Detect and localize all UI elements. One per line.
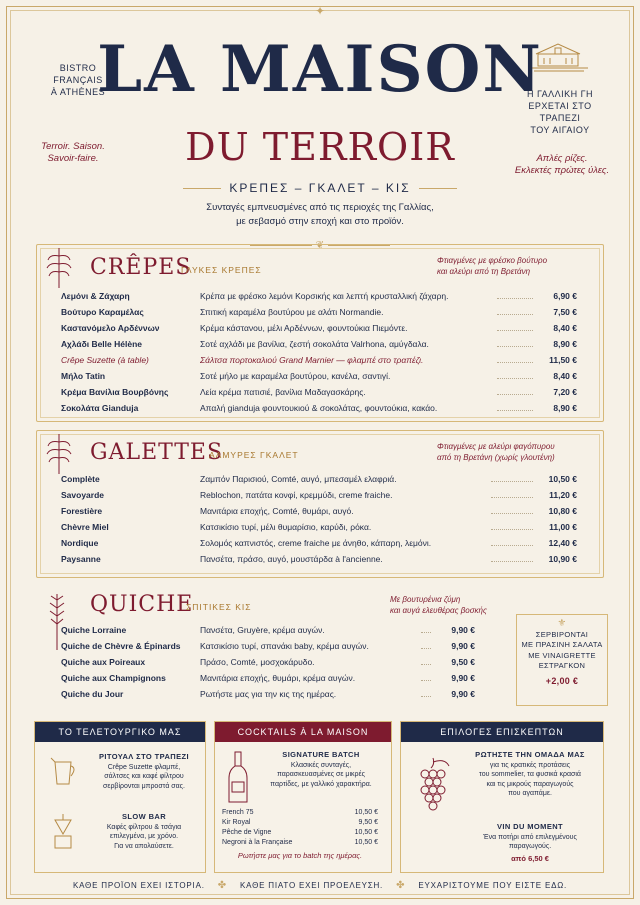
menu-item-name: Λεμόνι & Ζάχαρη xyxy=(61,291,130,301)
footer-line: ΕΥΧΑΡΙΣΤΟΥΜΕ ΠΟΥ ΕΙΣΤΕ ΕΔΩ. xyxy=(418,881,568,890)
side-note-line: ΜΕ VINAIGRETTE xyxy=(528,650,596,660)
menu-item xyxy=(61,400,577,416)
menu-item-description: Σοτέ αχλάδι με βανίλια, ζεστή σοκολάτα Valrhona, αμύγδαλα. xyxy=(200,339,429,349)
menu-item-description: Πανσέτα, Gruyère, κρέμα αυγών. xyxy=(200,625,325,635)
choices-a-line: και τις μικρούς παραγωγούς xyxy=(486,780,574,788)
dot-leader xyxy=(491,545,533,546)
menu-item-name: Μήλο Tatin xyxy=(61,371,106,381)
menu-item-name: Αχλάδι Belle Hélène xyxy=(61,339,142,349)
motto-line: Terroir. Saison. xyxy=(41,141,105,152)
quiche-note xyxy=(390,594,487,616)
menu-item-price: 7,20 € xyxy=(553,387,577,397)
motto-line: Εκλεκτές πρώτες ύλες. xyxy=(514,165,610,176)
left-line: À ATHÈNES xyxy=(50,87,106,97)
motto-line: Απλές ρίζες. xyxy=(536,153,588,164)
choices-b-title: VIN DU MOMENT xyxy=(496,822,564,831)
dot-leader xyxy=(497,378,533,379)
dot-leader xyxy=(497,330,533,331)
menu-item-price: 8,90 € xyxy=(553,339,577,349)
menu-item xyxy=(61,336,577,352)
menu-item xyxy=(61,670,475,686)
cocktail-row xyxy=(222,828,378,838)
ritual-header: ΤΟ ΤΕΛΕΤΟΥΡΓΙΚΟ ΜΑΣ xyxy=(35,722,205,742)
fleur-icon: ⚜ xyxy=(557,618,567,629)
menu-item xyxy=(61,288,577,304)
menu-item-price: 10,50 € xyxy=(548,474,577,484)
menu-item-description: Reblochon, πατάτα κονφί, κρεμμύδι, creme fraiche. xyxy=(200,490,393,500)
dot-leader xyxy=(421,664,431,665)
menu-item-price: 11,00 € xyxy=(549,522,577,532)
cocktail-name: Pêche de Vigne xyxy=(222,829,272,836)
footer-line: ΚΑΘΕ ΠΙΑΤΟ ΕΧΕΙ ΠΡΟΕΛΕΥΣΗ. xyxy=(239,881,384,890)
menu-item-description: Πράσο, Comté, μοσχοκάρυδο. xyxy=(200,657,315,667)
side-note-line: ΣΕΡΒΙΡΟΝΤΑΙ xyxy=(535,629,589,639)
menu-item xyxy=(61,320,577,336)
dot-leader xyxy=(421,648,431,649)
cocktail-row xyxy=(222,818,378,828)
wine-bottle-icon xyxy=(225,750,251,806)
menu-item xyxy=(61,503,577,519)
tagline xyxy=(0,181,640,195)
menu-item-description: Κρέμα κάστανου, μέλι Αρδέννων, φουντούκια Πιεμόντε. xyxy=(200,323,408,333)
cocktail-row xyxy=(222,838,378,848)
cocktail-name: French 75 xyxy=(222,809,254,816)
dot-leader xyxy=(491,561,533,562)
ritual-a-title: ΡΙΤΟΥΑΛ ΣΤΟ ΤΡΑΠΕΖΙ xyxy=(99,752,189,761)
galettes-subtitle: ΑΛΜΥΡΕΣ ΓΚΑΛΕΤ xyxy=(209,450,299,460)
menu-item-description: Μανιτάρια εποχής, θυμάρι, κρέμα αυγών. xyxy=(200,673,356,683)
note-line: Φτιαγμένες με αλεύρι φαγόπυρου xyxy=(437,442,555,451)
choices-b-price: από 6,50 € xyxy=(511,853,549,863)
left-line: BISTRO xyxy=(59,63,97,73)
menu-item-price: 9,90 € xyxy=(451,673,475,683)
cocktails-line: Κλασικές συνταγές, xyxy=(290,761,352,769)
menu-item-name: Savoyarde xyxy=(61,490,104,500)
menu-item-description: Απαλή gianduja φουντουκιού & σοκολάτας, φουντούκια, κακάο. xyxy=(200,403,438,413)
menu-item-price: 11,20 € xyxy=(549,490,577,500)
menu-item-name: Quiche aux Champignons xyxy=(61,673,166,683)
dot-leader xyxy=(491,529,533,530)
ritual-a-line: σερβίρονται μπροστά σας. xyxy=(103,782,185,790)
menu-item-description: Πανσέτα, πράσο, αυγό, μουστάρδα à l'ancienne. xyxy=(200,554,383,564)
right-line: ΕΡΧΕΤΑΙ ΣΤΟ ΤΡΑΠΕΖΙ xyxy=(528,101,592,123)
page-title: LA MAISON xyxy=(97,32,543,107)
menu-item-name: Complète xyxy=(61,474,100,484)
tagline-text: ΚΡΕΠΕΣ – ΓΚΑΛΕΤ – ΚΙΣ xyxy=(229,181,411,195)
ritual-a-line: Crêpe Suzette φλαμπέ, xyxy=(107,763,181,771)
note-line: και αυγά ελευθέρας βοσκής xyxy=(390,606,487,615)
page-subtitle: DU TERROIR xyxy=(185,125,455,169)
menu-item-price: 11,50 € xyxy=(549,355,577,365)
dot-leader xyxy=(497,314,533,315)
menu-item xyxy=(61,622,475,638)
menu-item-name: Quiche aux Poireaux xyxy=(61,657,146,667)
menu-item-description: Σπιτική καραμέλα βουτύρου με αλάτι Normandie. xyxy=(200,307,384,317)
ritual-b-title: SLOW BAR xyxy=(121,812,167,821)
grapes-icon xyxy=(411,756,455,816)
choices-b-line: Ένα ποτήρι από επιλεγμένους xyxy=(483,833,577,841)
top-ornament: ✦ xyxy=(314,4,326,18)
crepes-list xyxy=(61,288,577,416)
intro-text xyxy=(0,201,640,229)
dot-leader xyxy=(497,394,533,395)
menu-item-name: Κρέμα Βανίλια Βουρβόνης xyxy=(61,387,169,397)
quiche-subtitle: ΣΠΙΤΙΚΕΣ ΚΙΣ xyxy=(186,602,252,612)
menu-item-description: Ζαμπόν Παρισιού, Comté, αυγό, μπεσαμέλ ελαφριά. xyxy=(200,474,397,484)
menu-item-price: 9,90 € xyxy=(451,641,475,651)
menu-item-name: Paysanne xyxy=(61,554,101,564)
footer-line: ΚΑΘΕ ΠΡΟΪΟΝ ΕΧΕΙ ΙΣΤΟΡΙΑ. xyxy=(72,881,205,890)
side-price: +2,00 € xyxy=(545,675,579,686)
dot-leader xyxy=(497,346,533,347)
footer xyxy=(0,880,640,891)
dot-leader xyxy=(491,497,533,498)
menu-item xyxy=(61,487,577,503)
galettes-note xyxy=(437,441,555,463)
salad-side-note xyxy=(516,614,608,706)
menu-item-description: Σολομός καπνιστός, creme fraiche με άνηθο, κάπαρη, λεμόνι. xyxy=(200,538,432,548)
menu-item-description: Κατσικίσιο τυρί, σπανάκι baby, κρέμα αυγών. xyxy=(200,641,369,651)
fleur-icon: ✤ xyxy=(217,880,227,891)
dot-leader xyxy=(421,680,431,681)
cocktails-note: Ρωτήστε μας για το batch της ημέρας. xyxy=(237,851,363,860)
menu-item xyxy=(61,519,577,535)
vine-sprig-icon xyxy=(44,432,74,476)
menu-item xyxy=(61,368,577,384)
menu-item-price: 9,90 € xyxy=(451,625,475,635)
choices-b-line: παραγωγούς. xyxy=(508,843,552,850)
cocktail-price: 10,50 € xyxy=(354,809,378,816)
menu-item xyxy=(61,384,577,400)
crepes-subtitle: ΓΛΥΚΕΣ ΚΡΕΠΕΣ xyxy=(181,265,262,275)
choices-box xyxy=(400,721,604,873)
side-note-line: ΜΕ ΠΡΑΣΙΝΗ ΣΑΛΑΤΑ xyxy=(521,640,603,649)
dot-leader xyxy=(497,362,533,363)
menu-item-description: Σάλτσα πορτοκαλιού Grand Marnier — φλαμπέ στο τραπέζι. xyxy=(200,355,424,365)
intro-line: με σεβασμό στην εποχή και στο προϊόν. xyxy=(236,216,404,227)
ritual-box xyxy=(34,721,206,873)
motto-line: Savoir-faire. xyxy=(47,153,99,164)
fleur-icon: ✤ xyxy=(396,880,406,891)
dot-leader xyxy=(497,298,533,299)
menu-item-name: Καστανόμελο Αρδέννων xyxy=(61,323,160,333)
ritual-b-line: Καφές φίλτρου & τσάγια xyxy=(106,823,182,831)
crepes-note xyxy=(437,255,547,277)
menu-item xyxy=(61,654,475,670)
menu-item-description: Σοτέ μήλο με καραμέλα βουτύρου, κανέλα, σαντιγί. xyxy=(200,371,391,381)
intro-line: Συνταγές εμπνευσμένες από τις περιοχές της Γαλλίας, xyxy=(206,202,434,213)
quiche-list xyxy=(61,622,475,702)
note-line: Με βουτυρένια ζύμη xyxy=(390,595,461,604)
cocktail-price: 10,50 € xyxy=(354,829,378,836)
choices-a-line: του sommelier, τα φυσικά κρασιά xyxy=(479,771,581,778)
cream-jug-icon xyxy=(47,752,79,788)
menu-item-name: Quiche de Chèvre & Épinards xyxy=(61,641,181,651)
choices-a-title: ΡΩΤΗΣΤΕ ΤΗΝ ΟΜΑΔΑ ΜΑΣ xyxy=(475,750,585,759)
menu-item-name: Βούτυρο Καραμέλας xyxy=(61,307,144,317)
choices-b xyxy=(461,822,599,863)
right-line: Η ΓΑΛΛΙΚΗ ΓΗ xyxy=(526,89,594,99)
note-line: και αλεύρι από τη Βρετάνη xyxy=(437,267,531,276)
menu-item xyxy=(61,551,577,567)
cocktail-row xyxy=(222,808,378,818)
menu-item-price: 7,50 € xyxy=(553,307,577,317)
menu-item xyxy=(61,471,577,487)
menu-item-name: Crêpe Suzette (à table) xyxy=(61,355,149,365)
choices-a-line: που αγαπάμε. xyxy=(508,790,552,797)
menu-item xyxy=(61,686,475,702)
ornament-divider: ❦ xyxy=(250,240,390,250)
cocktail-list xyxy=(222,808,378,860)
menu-item-price: 10,80 € xyxy=(548,506,577,516)
ritual-b xyxy=(87,812,201,851)
ritual-a xyxy=(87,752,201,791)
crepes-title: CRÊPES xyxy=(90,255,192,280)
cocktails-title: SIGNATURE BATCH xyxy=(282,750,360,759)
menu-item-name: Quiche du Jour xyxy=(61,689,124,699)
dot-leader xyxy=(497,410,533,411)
dot-leader xyxy=(491,481,533,482)
menu-item-name: Chèvre Miel xyxy=(61,522,109,532)
menu-item-description: Λεία κρέμα πατισιέ, βανίλια Μαδαγασκάρης. xyxy=(200,387,366,397)
ritual-b-line: Για να απολαύσετε. xyxy=(114,842,174,850)
dot-leader xyxy=(421,696,431,697)
menu-item xyxy=(61,352,577,368)
coffee-pot-icon xyxy=(47,812,79,852)
menu-item-price: 6,90 € xyxy=(553,291,577,301)
note-line: Φτιαγμένες με φρέσκο βούτυρο xyxy=(437,256,548,265)
menu-item-description: Μανιτάρια εποχής, Comté, θυμάρι, αυγό. xyxy=(200,506,354,516)
note-line: από τη Βρετάνη (χωρίς γλουτένη) xyxy=(437,453,555,462)
menu-item-description: Κατσικίσιο τυρί, μέλι θυμαρίσιο, καρύδι, ρόκα. xyxy=(200,522,372,532)
menu-item-name: Σοκολάτα Gianduja xyxy=(61,403,139,413)
choices-header: ΕΠΙΛΟΓΕΣ ΕΠΙΣΚΕΠΤΩΝ xyxy=(401,722,603,742)
choices-a xyxy=(461,750,599,799)
dot-leader xyxy=(491,513,533,514)
choices-a-line: για τις κρατικές προτάσεις xyxy=(489,761,571,769)
menu-item xyxy=(61,304,577,320)
dot-leader xyxy=(421,632,431,633)
left-line: FRANÇAIS xyxy=(53,75,103,85)
ritual-b-line: επιλεγμένα, με χρόνο. xyxy=(109,833,179,840)
menu-item-name: Quiche Lorraine xyxy=(61,625,127,635)
side-note-line: ΕΣΤΡΑΓΚΟΝ xyxy=(538,661,586,670)
cocktails-header: COCKTAILS À LA MAISON xyxy=(215,722,391,742)
cocktail-price: 9,50 € xyxy=(358,819,378,826)
menu-item-description: Ρωτήστε μας για την κις της ημέρας. xyxy=(200,689,337,699)
cocktail-name: Negroni à la Française xyxy=(222,839,293,846)
menu-item-price: 8,40 € xyxy=(553,323,577,333)
menu-item-name: Nordique xyxy=(61,538,99,548)
galettes-title: GALETTES xyxy=(90,440,224,465)
cocktail-name: Kir Royal xyxy=(222,819,251,826)
cocktails-line: παρασκευασμένες σε μικρές xyxy=(277,771,365,778)
cocktail-price: 10,50 € xyxy=(354,839,378,846)
menu-item-price: 9,90 € xyxy=(451,689,475,699)
menu-item-price: 8,40 € xyxy=(553,371,577,381)
cocktails-line: παρτίδες, με γαλλικό χαρακτήρα. xyxy=(270,780,372,788)
ritual-a-line: σάλτσες και καφέ φίλτρου xyxy=(104,773,184,780)
menu-item-price: 8,90 € xyxy=(553,403,577,413)
menu-item-price: 12,40 € xyxy=(548,538,577,548)
right-line: ΤΟΥ ΑΙΓΑΙΟΥ xyxy=(530,125,590,135)
menu-item xyxy=(61,638,475,654)
menu-item-description: Κρέπα με φρέσκο λεμόνι Κορσικής και λεπτή κρυσταλλική ζάχαρη. xyxy=(200,291,449,301)
galettes-list xyxy=(61,471,577,567)
quiche-title: QUICHE xyxy=(90,592,194,617)
menu-item xyxy=(61,535,577,551)
cocktails-intro xyxy=(255,750,387,789)
menu-item-name: Forestière xyxy=(61,506,103,516)
menu-item-price: 9,50 € xyxy=(451,657,475,667)
menu-item-price: 10,90 € xyxy=(548,554,577,564)
vine-sprig-icon xyxy=(44,246,74,290)
